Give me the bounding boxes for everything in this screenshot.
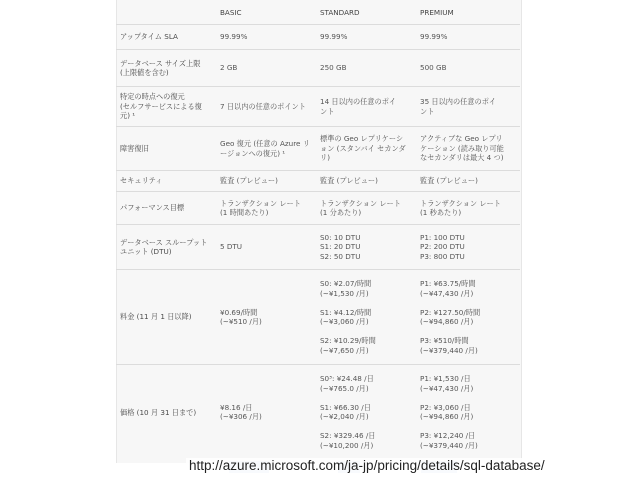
table-row: [116, 225, 520, 270]
premium-cell: トランザクション レート (1 秒あたり): [416, 192, 520, 225]
table-row: [116, 171, 520, 192]
standard-cell: S0: 10 DTU S1: 20 DTU S2: 50 DTU: [316, 225, 416, 270]
table-row: [116, 50, 520, 87]
standard-cell: 99.99%: [316, 25, 416, 50]
header-premium: PREMIUM: [420, 8, 454, 18]
pricing-table: [116, 2, 520, 460]
premium-cell: P1: 100 DTU P2: 200 DTU P3: 800 DTU: [416, 225, 520, 270]
standard-cell: 監査 (プレビュー): [316, 171, 416, 192]
premium-cell: 99.99%: [416, 25, 520, 50]
premium-cell: 35 日以内の任意のポイ ント: [416, 87, 520, 127]
basic-cell: トランザクション レート (1 時間あたり): [216, 192, 316, 225]
row-label: データベース サイズ上限 (上限値を含む): [116, 50, 216, 87]
header-standard: STANDARD: [320, 8, 360, 18]
basic-cell: 2 GB: [216, 50, 316, 87]
basic-cell: 99.99%: [216, 25, 316, 50]
standard-cell: 250 GB: [316, 50, 416, 87]
premium-cell: アクティブな Geo レプリ ケーション (読み取り可能 なセカンダリは最大 4 つ): [416, 127, 520, 171]
row-label: パフォーマンス目標: [116, 192, 216, 225]
header-empty: [116, 2, 216, 25]
table-row: [116, 270, 520, 365]
premium-cell: 監査 (プレビュー): [416, 171, 520, 192]
header-basic: BASIC: [220, 8, 242, 18]
row-label: 特定の時点への復元 (セルフサービスによる復 元) ¹: [116, 87, 216, 127]
row-label: アップタイム SLA: [116, 25, 216, 50]
row-label: セキュリティ: [116, 171, 216, 192]
basic-cell: ¥8.16 /日 (~¥306 /月): [216, 365, 316, 460]
standard-cell: S0: ¥2.07/時間 (~¥1,530 /月) S1: ¥4.12/時間 (~¥3,060 /月) S2: ¥10.29/時間 (~¥7,650 /月): [316, 270, 416, 365]
row-label: 価格 (10 月 31 日まで): [116, 365, 216, 460]
table-row: [116, 365, 520, 460]
premium-cell: P1: ¥1,530 /日 (~¥47,430 /月) P2: ¥3,060 /日 (~¥94,860 /月) P3: ¥12,240 /日 (~¥379,440 /月): [416, 365, 520, 460]
source-url-link[interactable]: http://azure.microsoft.com/ja-jp/pricing/details/sql-database/: [186, 458, 548, 473]
table-row: [116, 192, 520, 225]
standard-cell: S0³: ¥24.48 /日 (~¥765.0 /月) S1: ¥66.30 /日 (~¥2,040 /月) S2: ¥329.46 /日 (~¥10,200 /月): [316, 365, 416, 460]
row-label: データベース スループット ユニット (DTU): [116, 225, 216, 270]
basic-cell: 監査 (プレビュー): [216, 171, 316, 192]
row-label: 料金 (11 月 1 日以降): [116, 270, 216, 365]
standard-cell: トランザクション レート (1 分あたり): [316, 192, 416, 225]
premium-cell: P1: ¥63.75/時間 (~¥47,430 /月) P2: ¥127.50/時間 (~¥94,860 /月) P3: ¥510/時間 (~¥379,440 /月): [416, 270, 520, 365]
table-row: [116, 127, 520, 171]
table-row: [116, 87, 520, 127]
standard-cell: 14 日以内の任意のポイ ント: [316, 87, 416, 127]
row-label: 障害復旧: [116, 127, 216, 171]
basic-cell: Geo 復元 (任意の Azure リ ージョンへの復元) ¹: [216, 127, 316, 171]
standard-cell: 標準の Geo レプリケーシ ョン (スタンバイ セカンダ リ): [316, 127, 416, 171]
premium-cell: 500 GB: [416, 50, 520, 87]
table-row: [116, 25, 520, 50]
header-row: [116, 2, 520, 25]
basic-cell: 7 日以内の任意のポイント: [216, 87, 316, 127]
basic-cell: ¥0.69/時間 (~¥510 /月): [216, 270, 316, 365]
basic-cell: 5 DTU: [216, 225, 316, 270]
